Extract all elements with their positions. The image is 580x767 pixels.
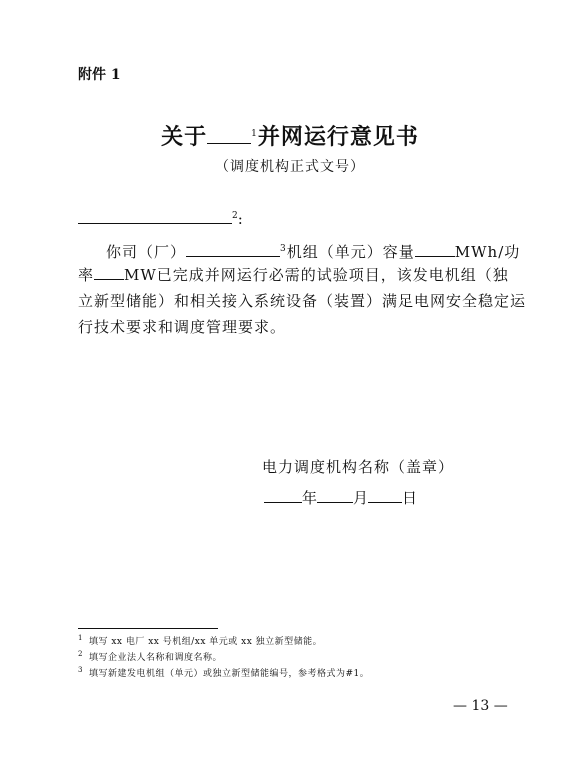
body-line-2 — [78, 262, 509, 288]
date-line — [264, 486, 417, 508]
body-text: 率 — [78, 266, 95, 284]
recipient-colon: : — [237, 209, 243, 228]
title-footnote-ref: 1 — [251, 128, 258, 139]
recipient-footnote-ref: 2 — [232, 210, 238, 221]
footnote-mark: 2 — [78, 650, 83, 658]
title-blank — [207, 120, 251, 144]
body-line-1 — [106, 236, 520, 265]
footnote-3 — [78, 666, 369, 679]
capacity-blank — [415, 240, 455, 257]
capacity-unit: MWh/功 — [454, 243, 521, 261]
month-label: 月 — [353, 488, 369, 507]
dispatch-org-seal: 电力调度机构名称（盖章） — [262, 458, 455, 476]
recipient-line — [78, 207, 243, 228]
footnote-divider — [78, 628, 218, 629]
document-title — [0, 120, 580, 151]
unit-name-blank — [186, 240, 280, 257]
footnote-text: 填写企业法人名称和调度名称。 — [88, 653, 222, 663]
body-text: 机组（单元）容量 — [286, 243, 415, 261]
day-blank — [368, 486, 402, 503]
year-label: 年 — [302, 488, 318, 507]
power-blank — [94, 263, 124, 280]
footnote-1 — [78, 634, 322, 647]
body-line-4: 行技术要求和调度管理要求。 — [78, 318, 287, 336]
document-subtitle: （调度机构正式文号） — [215, 159, 365, 175]
year-blank — [264, 486, 302, 503]
body-line-3: 立新型储能）和相关接入系统设备（装置）满足电网安全稳定运 — [78, 292, 527, 310]
recipient-blank — [78, 207, 232, 224]
attachment-label: 附件 1 — [78, 67, 121, 83]
title-suffix: 并网运行意见书 — [257, 124, 419, 151]
page-number: — 13 — — [453, 698, 508, 714]
footnote-mark: 1 — [78, 634, 83, 642]
title-prefix: 关于 — [161, 124, 208, 151]
power-unit: MW — [124, 266, 157, 284]
body-footnote-ref: 3 — [280, 244, 287, 254]
month-blank — [317, 486, 353, 503]
footnote-text: 填写新建发电机组（单元）或独立新型储能编号，参考格式为#1。 — [88, 669, 370, 679]
footnote-text: 填写 xx 电厂 xx 号机组/xx 单元或 xx 独立新型储能。 — [88, 637, 323, 647]
footnote-2 — [78, 650, 222, 663]
body-text: 已完成并网运行必需的试验项目，该发电机组（独 — [156, 266, 509, 284]
day-label: 日 — [402, 488, 418, 507]
body-text: 你司（厂） — [106, 243, 187, 261]
footnote-mark: 3 — [78, 666, 83, 674]
